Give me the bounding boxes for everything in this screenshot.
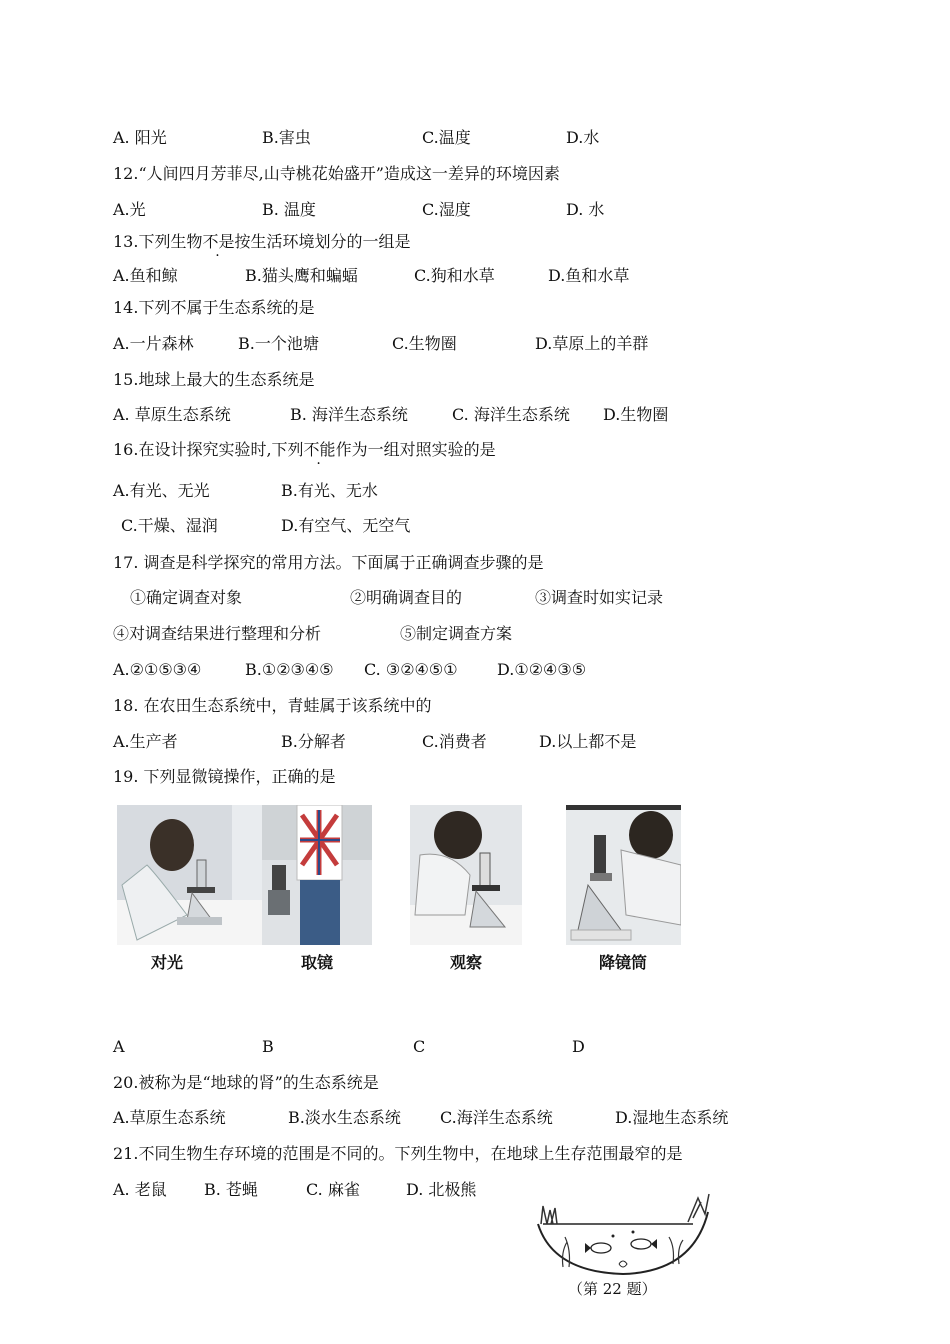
q18-option-d: D.以上都不是 — [539, 732, 637, 751]
q17-step-2: ②明确调查目的 — [350, 588, 463, 607]
q15-option-c: C. 海洋生态系统 — [452, 405, 570, 424]
q17-step-3: ③调查时如实记录 — [535, 588, 664, 607]
q21-option-a: A. 老鼠 — [113, 1180, 167, 1199]
caption-take-microscope: 取镜 — [300, 953, 333, 972]
q21-option-b: B. 苍蝇 — [204, 1180, 258, 1199]
q17-step-4: ④对调查结果进行整理和分析 — [113, 624, 322, 643]
q14-question: 14.下列不属于生态系统的是 — [113, 298, 315, 317]
q15-option-a: A. 草原生态系统 — [113, 405, 231, 424]
q11-option-c: C.温度 — [422, 128, 471, 147]
q21-option-d: D. 北极熊 — [406, 1180, 477, 1199]
q17-option-d: D.①②④③⑤ — [497, 660, 587, 679]
q16-option-c: C.干燥、湿润 — [121, 516, 218, 535]
q19-question: 19. 下列显微镜操作，正确的是 — [113, 767, 336, 786]
q11-option-b: B.害虫 — [262, 128, 311, 147]
emphasis-cannot: 不能 — [303, 440, 336, 459]
q17-option-c: C. ③②④⑤① — [364, 660, 458, 679]
microscope-photo-c — [410, 805, 560, 970]
q15-question: 15.地球上最大的生态系统是 — [113, 370, 315, 389]
pond-ecosystem-figure — [533, 1192, 713, 1278]
q20-question: 20.被称为是“地球的肾”的生态系统是 — [113, 1073, 379, 1092]
q18-question: 18. 在农田生态系统中，青蛙属于该系统中的 — [113, 696, 432, 715]
q17-option-b: B.①②③④⑤ — [245, 660, 334, 679]
q18-option-b: B.分解者 — [281, 732, 346, 751]
q13-option-c: C.狗和水草 — [414, 266, 495, 285]
q12-option-c: C.湿度 — [422, 200, 471, 219]
q17-step-1: ①确定调查对象 — [130, 588, 243, 607]
q16-option-b: B.有光、无水 — [281, 481, 378, 500]
q12-question: 12.“人间四月芳菲尽,山寺桃花始盛开”造成这一差异的环境因素 — [113, 164, 560, 183]
q13-option-d: D.鱼和水草 — [548, 266, 630, 285]
q20-option-b: B.淡水生态系统 — [288, 1108, 401, 1127]
microscope-photo-b — [262, 805, 412, 970]
q12-option-a: A.光 — [113, 200, 146, 219]
q21-option-c: C. 麻雀 — [306, 1180, 360, 1199]
q16-question: 16.在设计探究实验时,下列不能作为一组对照实验的是 — [113, 440, 496, 459]
q14-option-c: C.生物圈 — [392, 334, 457, 353]
q18-option-a: A.生产者 — [113, 732, 178, 751]
q12-option-b: B. 温度 — [262, 200, 316, 219]
q17-step-5: ⑤制定调查方案 — [400, 624, 513, 643]
q20-option-c: C.海洋生态系统 — [440, 1108, 553, 1127]
q16-option-a: A.有光、无光 — [113, 481, 210, 500]
q15-option-b: B. 海洋生态系统 — [290, 405, 408, 424]
emphasis-not: 不是 — [202, 232, 235, 251]
q17-question: 17. 调查是科学探究的常用方法。下面属于正确调查步骤的是 — [113, 553, 544, 572]
q13-question: 13.下列生物不是按生活环境划分的一组是 — [113, 232, 411, 251]
q14-option-b: B.一个池塘 — [238, 334, 319, 353]
caption-observe: 观察 — [449, 953, 482, 972]
q19-option-d: D — [572, 1037, 585, 1056]
q12-option-d: D. 水 — [566, 200, 605, 219]
q21-question: 21.不同生物生存环境的范围是不同的。下列生物中，在地球上生存范围最窄的是 — [113, 1144, 683, 1163]
q17-option-a: A.②①⑤③④ — [113, 660, 202, 679]
caption-align-light: 对光 — [150, 953, 183, 972]
q11-option-d: D.水 — [566, 128, 600, 147]
q14-option-a: A.一片森林 — [113, 334, 194, 353]
q18-option-c: C.消费者 — [422, 732, 487, 751]
q14-option-d: D.草原上的羊群 — [535, 334, 649, 353]
caption-lower-tube: 降镜筒 — [598, 953, 647, 972]
q19-option-c: C — [413, 1037, 426, 1056]
microscope-photo-d — [566, 805, 716, 970]
q13-option-a: A.鱼和鲸 — [113, 266, 178, 285]
q19-option-a: A — [113, 1037, 125, 1056]
q20-option-a: A.草原生态系统 — [113, 1108, 226, 1127]
q19-option-b: B — [262, 1037, 274, 1056]
q15-option-d: D.生物圈 — [603, 405, 669, 424]
q20-option-d: D.湿地生态系统 — [615, 1108, 729, 1127]
q16-option-d: D.有空气、无空气 — [281, 516, 411, 535]
q11-option-a: A. 阳光 — [113, 128, 167, 147]
figure-caption-q22: （第 22 题） — [568, 1280, 657, 1298]
q13-option-b: B.猫头鹰和蝙蝠 — [245, 266, 358, 285]
microscope-photo-a — [117, 805, 267, 970]
